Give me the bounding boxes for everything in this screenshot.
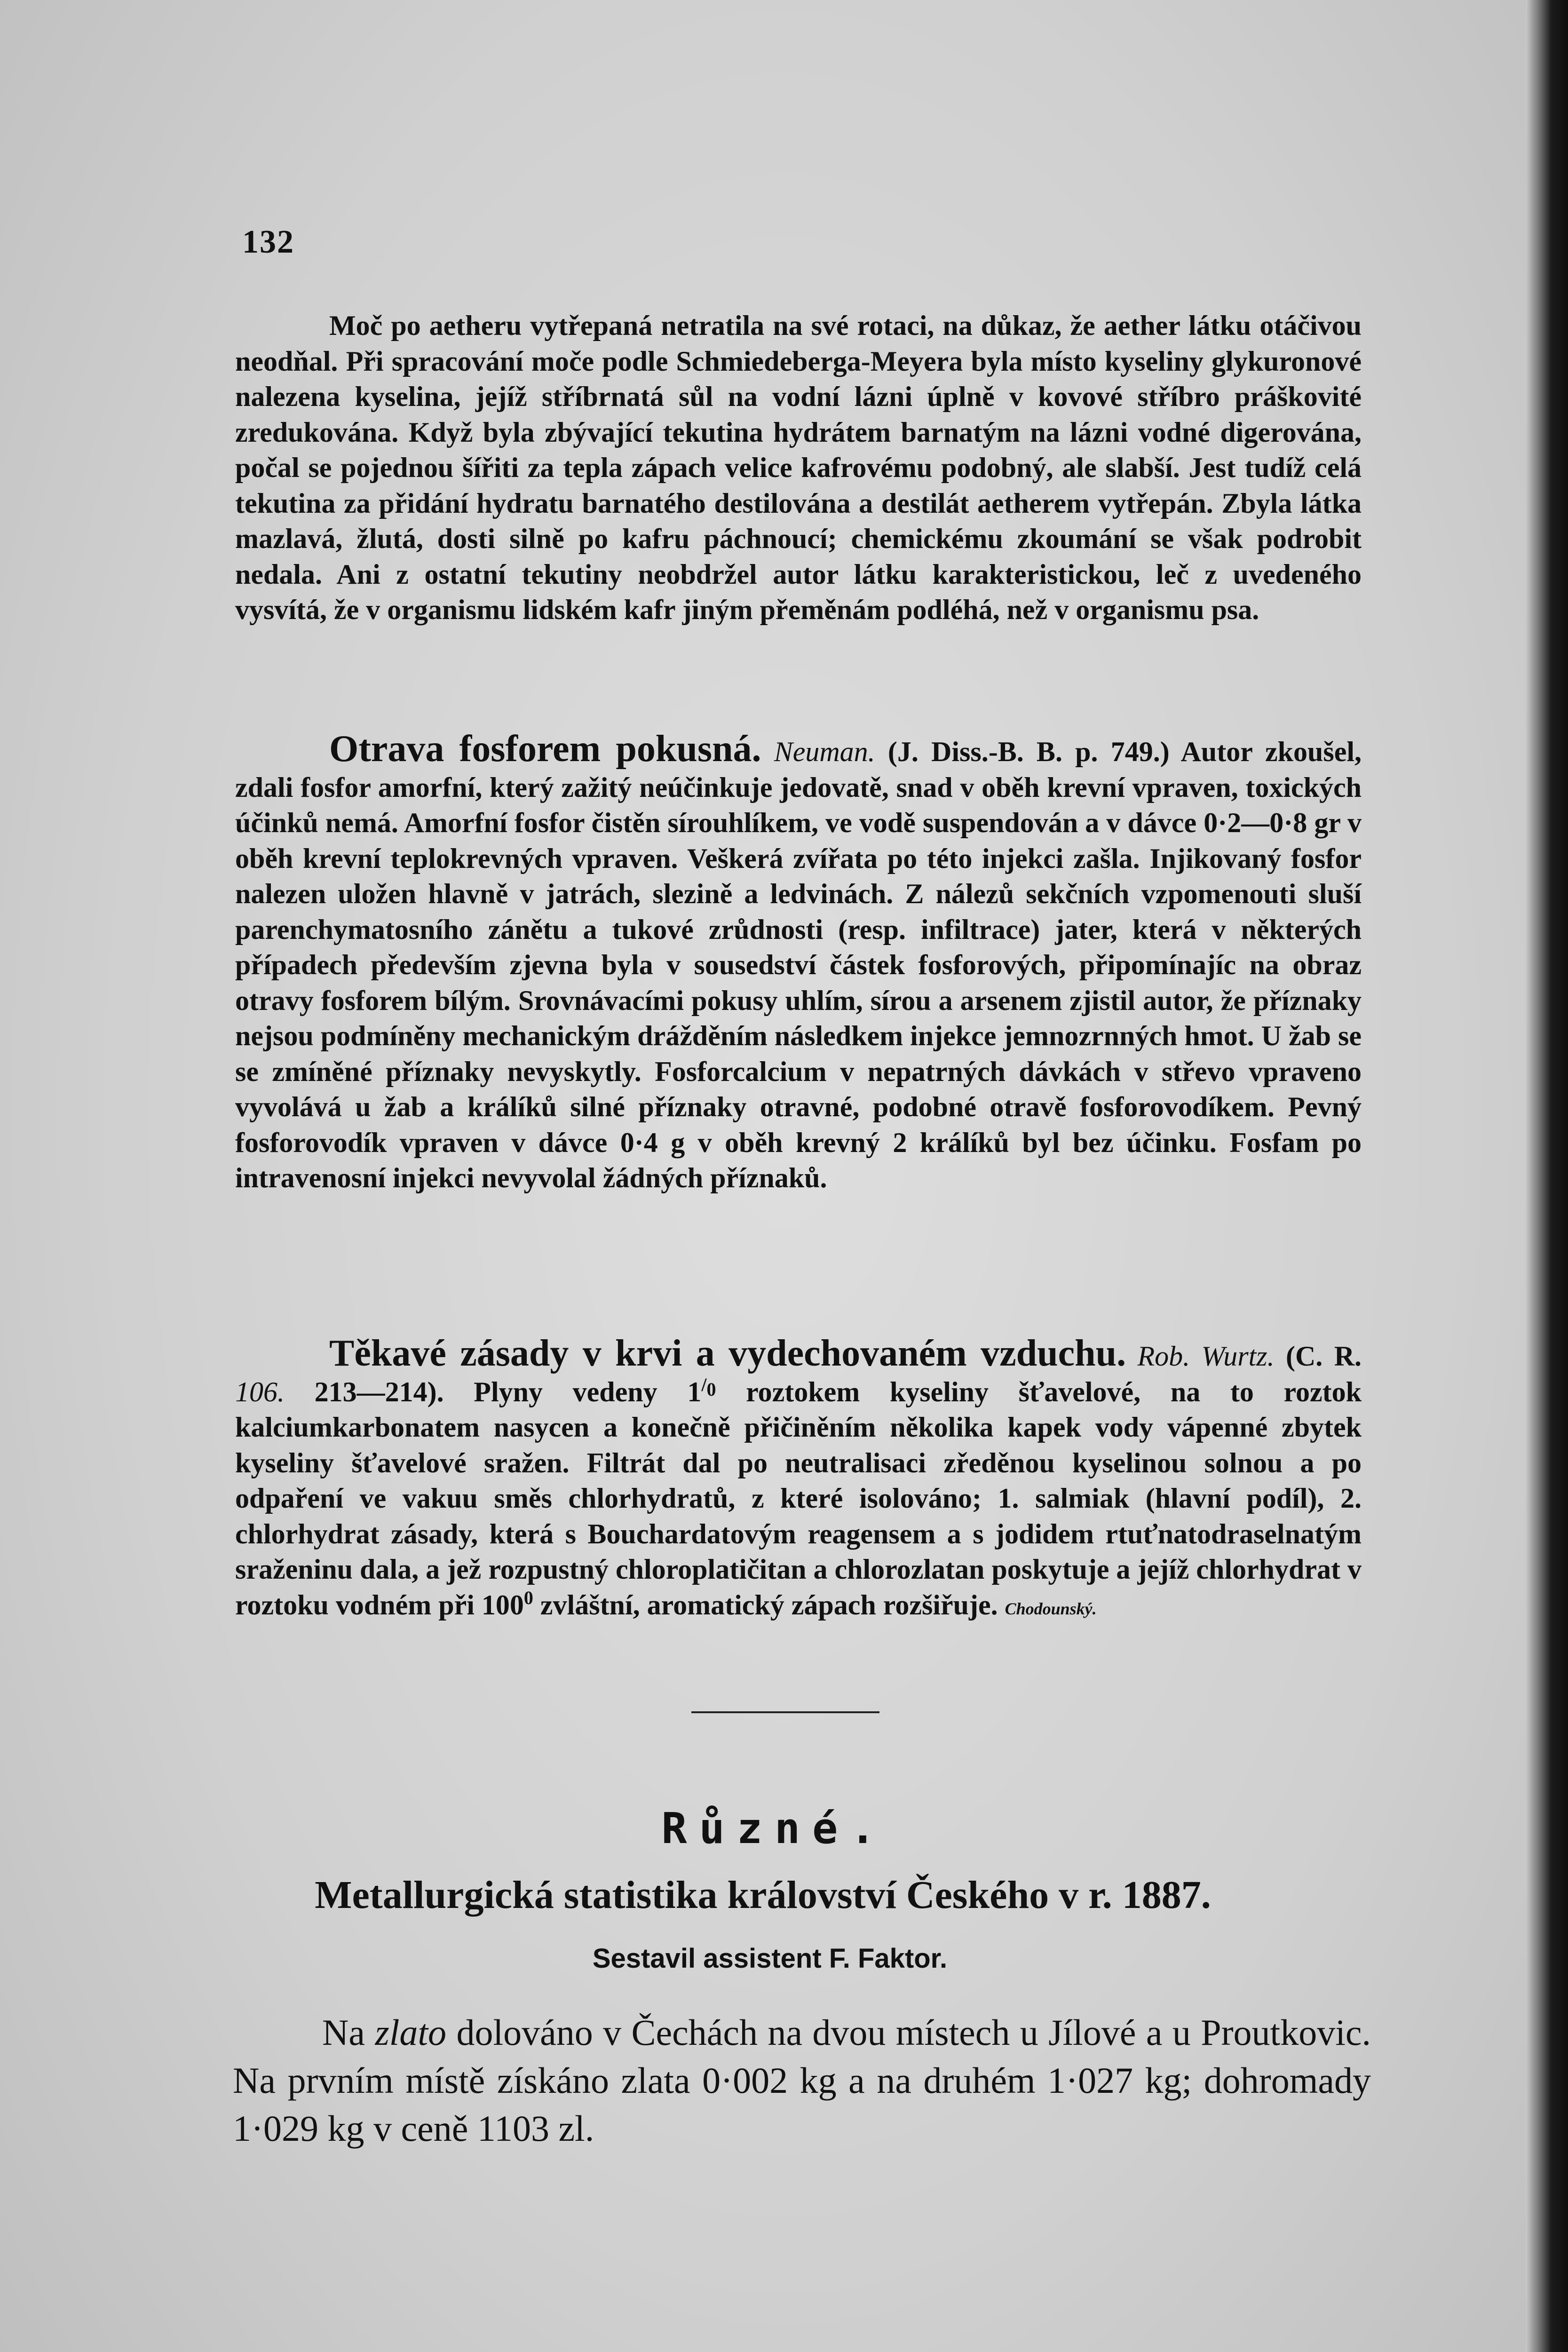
section-heading: Těkavé zásady v krvi a vydechovaném vzduchu. [329,1333,1126,1374]
article-byline: Sestavil assistent F. Faktor. [592,1943,948,1974]
page-edge-shadow [1526,0,1568,2352]
section-body-end: zvláštní, aromatický zápach rozšiřuje. [540,1589,998,1621]
citation-suffix: 213—214). Plyny vedeny 1 [314,1376,702,1407]
section-heading: Otrava fosforem pokusná. [329,728,761,770]
citation-volume: 106. [235,1376,285,1407]
author-signature: Chodounský. [1005,1599,1097,1618]
percent-superscript: /0 [701,1374,716,1400]
article-body-rest: dolováno v Čechách na dvou místech u Jílové a u Proutkovic. Na prvním místě získáno zlata 0·002 kg a na druhém 1·027 kg; dohromady 1·029 kg v ceně 1103 zl. [233,2012,1371,2149]
article-body-emphasis: zlato [375,2012,447,2053]
citation-prefix: (C. R. [1286,1341,1362,1372]
section-author: Rob. Wurtz. [1137,1341,1275,1372]
degree-superscript: 0 [523,1587,533,1608]
section-body: Autor zkoušel, zdali fosfor amorfní, který zažitý neúčinkuje jedovatě, snad v oběh krevní vpraven, toxických účinků nemá. Amorfní fosfor čistěn sírouhlíkem, ve vodě suspendován a v dávce 0·2—0·8 gr v oběh krevní teplokrevných vpraven. Veškerá zvířata po této injekci zašla. Injikovaný fosfor nalezen uložen hlavně v jatrách, slezině a ledvinách. Z nálezů sekčních vzpomenouti sluší parenchymatosního zánětu a tukové zrůdnosti (resp. infiltrace) jater, která v některých případech především zjevna byla v sousedství částek fosforových, připomínajíc na obraz otravy fosforem bílým. Srovnávacími pokusy uhlím, sírou a arsenem zjistil autor, že příznaky nejsou podmíněny mechanickým drážděním následkem injekce jemnozrnných hmot. U žab se se zmíněné příznaky nevyskytly. Fosforcalcium v nepatrných dávkách v střevo vpraveno vyvolává u žab a králíků silné příznaky otravné, podobné otravě fosforovodíkem. Pevný fosforovodík vpraven v dávce 0·4 g v oběh krevný 2 králíků byl bez účinku. Fosfam po intravenosní injekci nevyvolal žádných příznaků. [235,736,1362,1193]
section-author: Neuman. [774,736,875,767]
paragraph-3 [235,1333,1362,1627]
paragraph-1: Moč po aetheru vytřepaná netratila na své rotaci, na důkaz, že aether látku otáčivou neodňal. Při spracování moče podle Schmiedeberga-Meyera byla místo kyseliny glykuronové nalezena kyselina, jejíž stříbrnatá sůl na vodní lázni úplně v kovové stříbro práškovité zredukována. Když byla zbývající tekutina hydrátem barnatým na lázni vodné digerována, počal se pojednou šířiti za tepla zápach velice kafrovému podobný, ale slabší. Jest tudíž celá tekutina za přidání hydratu barnatého destilována a destilát aetherem vytřepán. Zbyla látka mazlavá, žlutá, dosti silně po kafru páchnoucí; chemickému zkoumání se však podrobit nedala. Ani z ostatní tekutiny neobdržel autor látku karakteristickou, leč z uvedeného vysvítá, že v organismu lidském kafr jiným přeměnám podléhá, než v organismu psa. [235,310,1362,625]
page-number: 132 [242,224,294,260]
article-title: Metallurgická statistika království Českého v r. 1887. [315,1873,1211,1917]
section-citation: (J. Diss.-B. B. p. 749.) [887,736,1170,767]
article-body-start: Na [322,2012,365,2053]
section-camphor-metabolism [235,308,1362,628]
section-volatile-bases [235,1333,1362,1627]
section-divider-rule [691,1711,879,1713]
section-body: roztokem kyseliny šťavelové, na to roztok kalciumkarbonatem nasycen a konečně přičiněním několika kapek vody vápenné zbytek kyseliny šťavelové sražen. Filtrát dal po neutralisaci zředěnou kyselinou solnou a po odpaření ve vakuu směs chlorhydratů, z které isolováno; 1. salmiak (hlavní podíl), 2. chlorhydrat zásady, která s Bouchardatovým reagensem a s jodidem rtuťnatodraselnatým sraženinu dala, a jež rozpustný chloroplatičitan a chlorozlatan poskytuje a jejíž chlorhydrat v roztoku vodném při 100 [235,1376,1362,1621]
miscellany-heading: Různé. [661,1804,888,1853]
section-phosphorus-poisoning [235,728,1362,1196]
article-body [233,2009,1371,2153]
paragraph-2 [235,728,1362,1196]
